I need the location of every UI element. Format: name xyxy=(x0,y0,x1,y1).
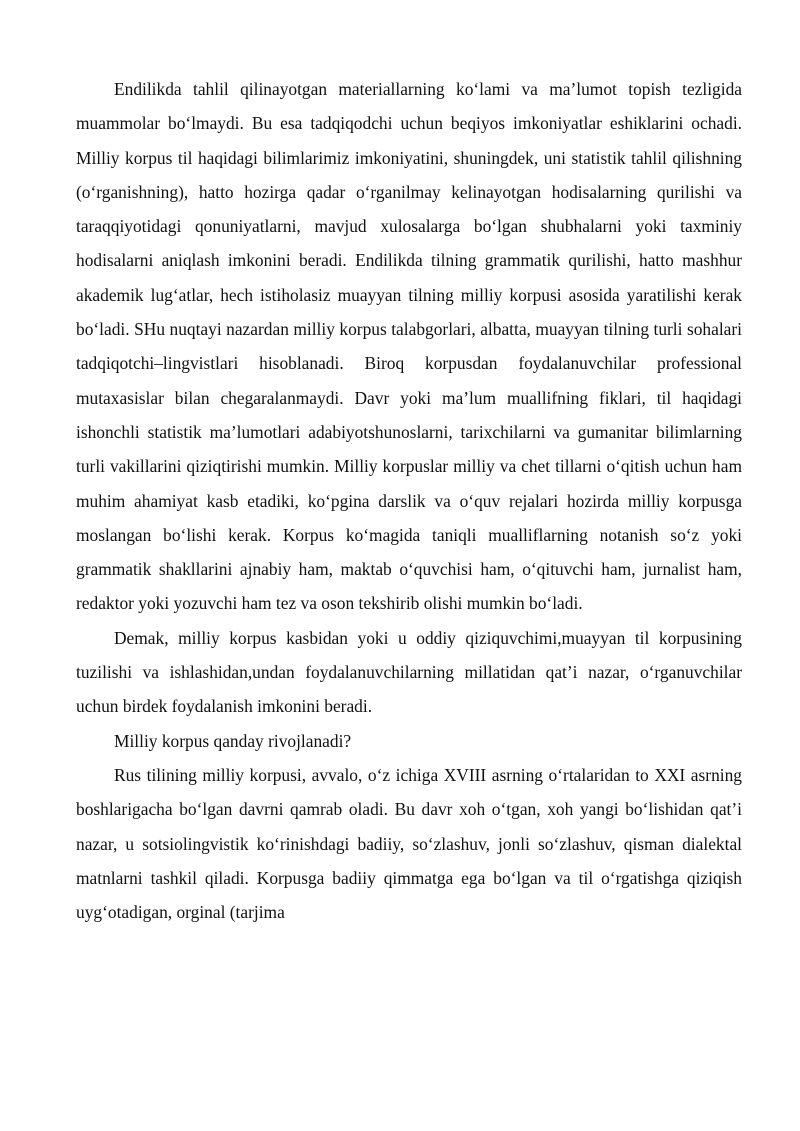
paragraph-russian-corpus: Rus tilining milliy korpusi, avvalo, o‘z ichiga XVIII asrning o‘rtalaridan to XXI asrning boshlarigacha bo‘lgan davrni qamrab oladi. Bu davr xoh o‘tgan, xoh yangi bo‘lishidan qat’i nazar, u sotsiolingvistik ko‘rinishdagi badiiy, so‘zlashuv, jonli so‘zlashuv, qisman dialektal matnlarni tashkil qiladi. Korpusga badiiy qimmatga ega bo‘lgan va til o‘rgatishga qiziqish uyg‘otadigan, orginal (tarjima xyxy=(76,764,742,923)
document-body xyxy=(76,72,742,929)
paragraph-conclusion: Demak, milliy korpus kasbidan yoki u oddiy qiziquvchimi,muayyan til korpusining tuzilishi va ishlashidan,undan foydalanuvchilarning millatidan qat’i nazar, o‘rganuvchilar uchun birdek foydalanish imkonini beradi. xyxy=(76,627,742,717)
paragraph-corpus-benefits: Endilikda tahlil qilinayotgan materiallarning ko‘lami va ma’lumot topish tezligida muammolar bo‘lmaydi. Bu esa tadqiqodchi uchun beqiyos imkoniyatlar eshiklarini ochadi. Milliy korpus til haqidagi bilimlarimiz imkoniyatini, shuningdek, uni statistik tahlil qilishning (o‘rganishning), hatto hozirga qadar o‘rganilmay kelinayotgan hodisalarning qurilishi va taraqqiyotidagi qonuniyatlarni, mavjud xulosalarga bo‘lgan shubhalarni yoki taxminiy hodisalarni aniqlash imkonini beradi. Endilikda tilning grammatik qurilishi, hatto mashhur akademik lug‘atlar, hech istiholasiz muayyan tilning milliy korpusi asosida yaratilishi kerak bo‘ladi. SHu nuqtayi nazardan milliy korpus talabgorlari, albatta, muayyan tilning turli sohalari tadqiqotchi–lingvistlari hisoblanadi. Biroq korpusdan foydalanuvchilar professional mutaxasislar bilan chegaralanmaydi. Davr yoki ma’lum muallifning fiklari, til haqidagi ishonchli statistik ma’lumotlari adabiyotshunoslarni, tarixchilarni va gumanitar bilimlarning turli vakillarini qiziqtirishi mumkin. Milliy korpuslar milliy va chet tillarni o‘qitish uchun ham muhim ahamiyat kasb etadiki, ko‘pgina darslik va o‘quv rejalari hozirda milliy korpusga moslangan bo‘lishi kerak. Korpus ko‘magida taniqli mualliflarning notanish so‘z yoki grammatik shakllarini ajnabiy ham, maktab o‘quvchisi ham, o‘qituvchi ham, jurnalist ham, redaktor yoki yozuvchi ham tez va oson tekshirib olishi mumkin bo‘ladi. xyxy=(76,79,742,614)
paragraph-question: Milliy korpus qanday rivojlanadi? xyxy=(114,730,352,751)
